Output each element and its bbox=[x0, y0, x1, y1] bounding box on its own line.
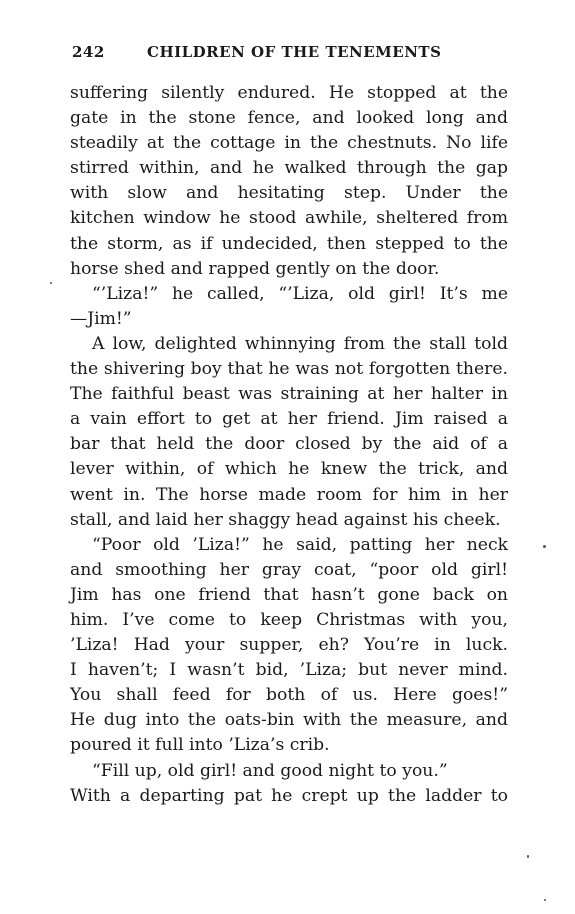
text-line: You shall feed for both of us. Here goes!” bbox=[70, 685, 508, 706]
text-line: kitchen window he stood awhile, sheltered from bbox=[70, 208, 508, 229]
text-line: lever within, of which he knew the trick, and bbox=[70, 459, 508, 480]
paragraph-start: “Poor old ’Liza!” he said, patting her neck bbox=[92, 534, 508, 555]
paragraph-start: “’Liza!” he called, “’Liza, old girl! It’s me bbox=[92, 283, 508, 304]
text-line: He dug into the oats-bin with the measure, and bbox=[70, 710, 508, 731]
text-line: suffering silently endured. He stopped at the bbox=[70, 83, 508, 103]
text-line: Jim has one friend that hasn’t gone back on bbox=[70, 584, 508, 605]
text-line: stirred within, and he walked through the gap bbox=[70, 158, 508, 179]
text-line: went in. The horse made room for him in her bbox=[70, 484, 508, 505]
text-line: horse shed and rapped gently on the door. bbox=[70, 258, 440, 279]
text-line: stall, and laid her shaggy head against his cheek. bbox=[70, 509, 501, 530]
text-line: and smoothing her gray coat, “poor old girl! bbox=[70, 559, 508, 580]
text-line: poured it full into ’Liza’s crib. bbox=[70, 735, 330, 756]
book-title: CHILDREN OF THE TENEMENTS bbox=[147, 43, 442, 61]
body-text bbox=[70, 81, 508, 809]
scan-speck bbox=[543, 545, 546, 548]
running-head bbox=[72, 43, 512, 67]
paragraph-start: A low, delighted whinnying from the stall told bbox=[92, 333, 508, 354]
text-line: with slow and hesitating step. Under the bbox=[70, 183, 508, 204]
text-line: steadily at the cottage in the chestnuts. No life bbox=[70, 133, 508, 154]
scan-speck bbox=[527, 855, 529, 858]
text-line: The faithful beast was straining at her halter in bbox=[70, 384, 508, 405]
scan-speck bbox=[50, 282, 52, 284]
text-line: gate in the stone fence, and looked long and bbox=[70, 108, 508, 129]
text-line: —Jim!” bbox=[70, 308, 132, 329]
text-line: I haven’t; I wasn’t bid, ’Liza; but never mind. bbox=[70, 660, 508, 681]
text-line: With a departing pat he crept up the ladder to bbox=[70, 785, 508, 806]
paragraph-start: “Fill up, old girl! and good night to you.” bbox=[92, 760, 448, 781]
scan-speck bbox=[544, 899, 546, 901]
text-line: bar that held the door closed by the aid of a bbox=[70, 434, 508, 455]
text-line: a vain effort to get at her friend. Jim raised a bbox=[70, 409, 508, 430]
text-line: the storm, as if undecided, then stepped to the bbox=[70, 233, 508, 254]
page-number: 242 bbox=[72, 43, 105, 61]
text-line: ’Liza! Had your supper, eh? You’re in luck. bbox=[70, 635, 508, 656]
text-line: him. I’ve come to keep Christmas with you, bbox=[70, 609, 508, 630]
text-line: the shivering boy that he was not forgotten there. bbox=[70, 359, 508, 380]
